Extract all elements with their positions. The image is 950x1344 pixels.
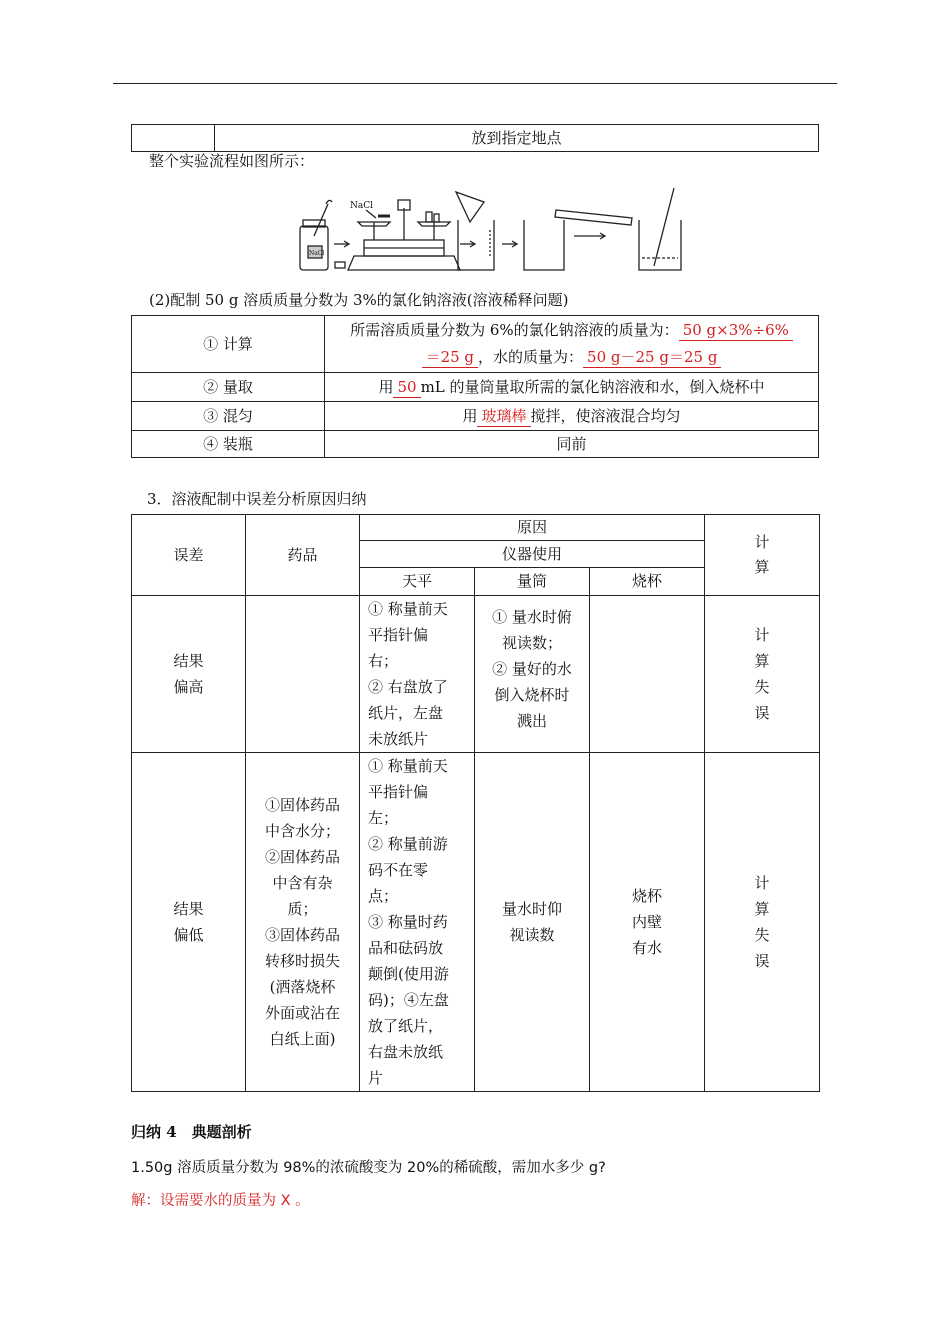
cell-line: 视读数 — [509, 926, 555, 944]
drug-cell — [246, 596, 360, 753]
step-cell: ① 计算 — [132, 316, 325, 373]
cell-line: 失 — [754, 926, 770, 944]
cell-line: ③固体药品 — [264, 926, 340, 944]
cell-line: 偏高 — [173, 678, 204, 696]
cell-line: 烧杯 — [632, 887, 663, 905]
cylinder-cell — [475, 596, 590, 753]
calc-cell — [705, 753, 820, 1092]
beaker-funnel-icon — [456, 192, 494, 270]
table-row — [132, 431, 819, 458]
header-reason: 原因 — [360, 515, 705, 541]
header-rule — [113, 83, 837, 84]
result-cell — [132, 753, 246, 1092]
flow-caption: 整个实验流程如图所示： — [149, 152, 315, 170]
answer-blank: ＝25 g — [422, 348, 478, 368]
cell-line: ③ 称量时药 — [368, 913, 448, 931]
beaker-cylinder-icon — [524, 210, 632, 270]
beaker-cell — [590, 753, 705, 1092]
cell-line: 平指针偏 — [368, 626, 429, 644]
cell-line: 视读数； — [501, 634, 562, 652]
beaker-cell — [590, 596, 705, 753]
cell-line: ① 称量前天 — [368, 600, 448, 618]
cell-line: 计 — [754, 874, 770, 892]
header-error: 误差 — [132, 515, 246, 596]
balance-cell — [360, 596, 475, 753]
cell-line: 结果 — [173, 900, 204, 918]
cell-line: 量水时仰 — [501, 900, 562, 918]
cell-line: 右； — [368, 652, 399, 670]
table-row — [132, 316, 819, 373]
cell-line: 放了纸片， — [368, 1017, 444, 1035]
cell-line: 平指针偏 — [368, 783, 429, 801]
experiment-flow-figure — [294, 186, 686, 276]
svg-text:NaCl: NaCl — [350, 201, 374, 211]
balance-icon — [348, 200, 460, 270]
beaker-glass-rod-icon — [639, 188, 681, 270]
cell-line: 偏低 — [173, 926, 204, 944]
section2-title: (2)配制 50 g 溶质质量分数为 3%的氯化钠溶液(溶液稀释问题) — [149, 291, 569, 309]
cell-line: 质； — [287, 900, 318, 918]
cell-line: 误 — [754, 704, 770, 722]
cell-line: 转移时损失 — [264, 952, 340, 970]
cell-line: 计 — [754, 626, 770, 644]
cell-line: ① 量水时俯 — [492, 608, 572, 626]
step-cell: ② 量取 — [132, 373, 325, 402]
header-instrument: 仪器使用 — [360, 541, 705, 568]
solution-text: 解：设需要水的质量为 X 。 — [131, 1193, 310, 1209]
cell-line: ①固体药品 — [264, 796, 340, 814]
error-table — [131, 514, 820, 1092]
cell-line: 码)；④左盘 — [368, 991, 449, 1009]
header-balance: 天平 — [360, 568, 475, 596]
content-cell: 用 50 mL 的量筒量取所需的氯化钠溶液和水，倒入烧杯中 — [325, 373, 819, 402]
cell-line: 片 — [368, 1069, 384, 1087]
cell-line: 误 — [754, 952, 770, 970]
table-row — [132, 596, 820, 753]
cell-line: 左； — [368, 809, 399, 827]
svg-text:NaCl: NaCl — [309, 250, 325, 257]
cell-line: 算 — [754, 900, 770, 918]
cell-line: 右盘未放纸 — [368, 1043, 444, 1061]
cell-line: 纸片，左盘 — [368, 704, 444, 722]
cell-line: 有水 — [632, 939, 663, 957]
cell-line: 溅出 — [516, 712, 547, 730]
top-table-right-cell: 放到指定地点 — [215, 125, 819, 152]
cell-line: ① 称量前天 — [368, 757, 448, 775]
cell-line: ② 量好的水 — [492, 660, 572, 678]
content-cell: 用 玻璃棒 搅拌，使溶液混合均匀 — [325, 402, 819, 431]
cell-line: 算 — [754, 652, 770, 670]
cell-line: 内壁 — [632, 913, 663, 931]
cell-line: 结果 — [173, 652, 204, 670]
content-cell: 所需溶质质量分数为 6%的氯化钠溶液的质量为： 50 g×3%÷6% ＝25 g ，水的质量为： 50 g－25 g＝25 g — [325, 316, 819, 373]
cell-line: 中含水分； — [264, 822, 340, 840]
header-calc: 计 算 — [705, 515, 820, 596]
header-cylinder: 量筒 — [475, 568, 590, 596]
section3-title: 3．溶液配制中误差分析原因归纳 — [147, 490, 367, 508]
problem-text: 1.50g 溶质质量分数为 98%的浓硫酸变为 20%的稀硫酸，需加水多少 g? — [131, 1160, 606, 1176]
cell-line: 码不在零 — [368, 861, 429, 879]
cell-line: ② 称量前游 — [368, 835, 448, 853]
table-row — [132, 402, 819, 431]
cell-line: 点； — [368, 887, 399, 905]
cell-line: 失 — [754, 678, 770, 696]
cell-line: (洒落烧杯 — [269, 978, 336, 996]
result-cell — [132, 596, 246, 753]
section4-title: 归纳 4 典题剖析 — [131, 1123, 252, 1141]
step-cell: ③ 混匀 — [132, 402, 325, 431]
table-row — [132, 373, 819, 402]
reagent-jar-icon — [300, 200, 332, 270]
dilution-table — [131, 315, 819, 458]
cell-line: 未放纸片 — [368, 730, 429, 748]
header-beaker: 烧杯 — [590, 568, 705, 596]
calc-cell — [705, 596, 820, 753]
drug-cell — [246, 753, 360, 1092]
cell-line: 中含有杂 — [272, 874, 333, 892]
cell-line: 外面或沾在 — [264, 1004, 340, 1022]
top-table — [131, 124, 819, 152]
cell-line: ②固体药品 — [264, 848, 340, 866]
table-row — [132, 753, 820, 1092]
answer-blank: 50 g×3%÷6% — [679, 321, 793, 341]
answer-blank: 50 g－25 g＝25 g — [583, 348, 721, 368]
answer-blank: 50 — [393, 378, 420, 398]
cell-line: 白纸上面) — [269, 1030, 336, 1048]
content-cell: 同前 — [325, 431, 819, 458]
cell-line: ② 右盘放了 — [368, 678, 448, 696]
header-drug: 药品 — [246, 515, 360, 596]
top-table-left-cell — [132, 125, 215, 152]
cell-line: 倒入烧杯时 — [494, 686, 570, 704]
balance-cell — [360, 753, 475, 1092]
cell-line: 颠倒(使用游 — [368, 965, 449, 983]
answer-blank: 玻璃棒 — [477, 407, 530, 427]
cylinder-cell — [475, 753, 590, 1092]
step-cell: ④ 装瓶 — [132, 431, 325, 458]
cell-line: 品和砝码放 — [368, 939, 444, 957]
